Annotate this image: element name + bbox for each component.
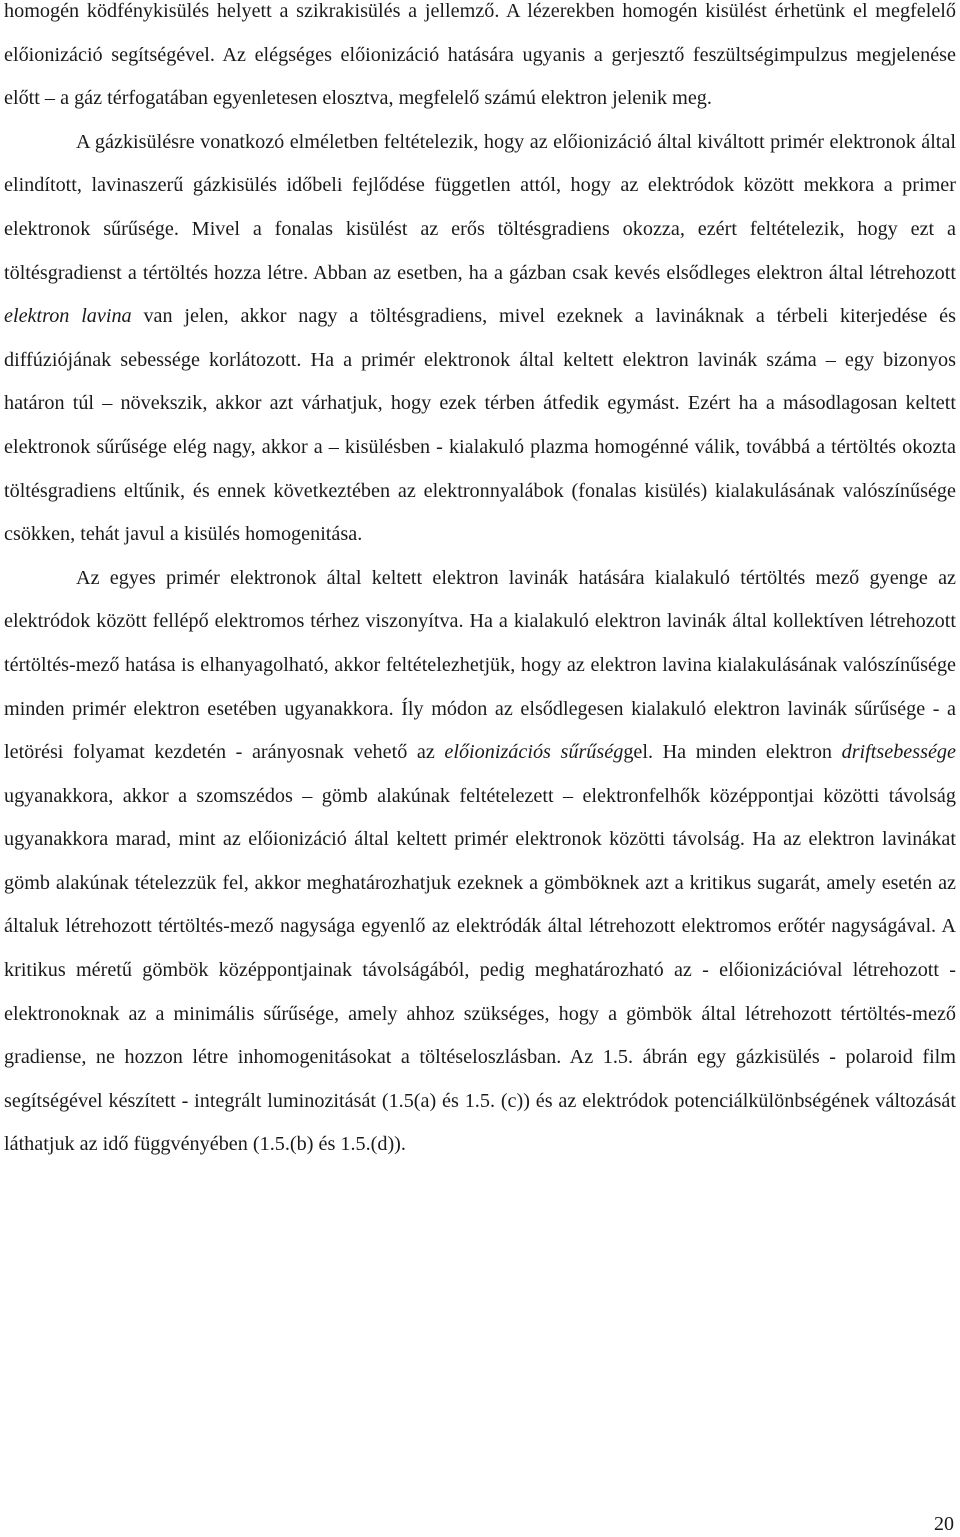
page-number: 20 <box>934 1513 954 1535</box>
paragraph-text: ugyanakkora, akkor a szomszédos – gömb alakúnak feltételezett – elektronfelhők középpontjai közötti távolság ugyanakkora marad, mint az előionizáció által keltett primér elektronok közötti távolság. Ha az elektron lavinákat gömb alakúnak tételezzük fel, akkor meghatározhatjuk ezeknek a gömböknek azt a kritikus sugarát, amely esetén az általuk létrehozott tértöltés-mező nagysága egyenlő az elektródák által létrehozott elektromos erőtér nagyságával. A kritikus méretű gömbök középpontjainak távolságából, pedig meghatározható az - előionizációval létrehozott - elektronoknak az a minimális sűrűsége, amely ahhoz szükséges, hogy a gömbök által létrehozott tértöltés-mező gradiense, ne hozzon létre inhomogenitásokat a töltéseloszlásban. Az 1.5. ábrán egy gázkisülés - polaroid film segítségével készített - integrált luminozitását (1.5(a) és 1.5. (c)) és az elektródok potenciálkülönbségének változását láthatjuk az idő függvényében (1.5.(b) és 1.5.(d)). <box>4 784 956 1156</box>
paragraph-text: Az egyes primér elektronok által keltett elektron lavinák hatására kialakuló tértöltés mező gyenge az elektródok között fellépő elektromos térhez viszonyítva. Ha a kialakuló elektron lavinák által kollektíven létrehozott tértöltés-mező hatása is elhanyagolható, akkor feltételezhetjük, hogy az elektron lavina kialakulásának valószínűsége minden primér elektron esetében ugyanakkora. Íly módon az elsődlegesen kialakuló elektron lavinák sűrűsége - a letörési folyamat kezdetén - arányosnak vehető az <box>4 566 956 764</box>
italic-term: előionizációs sűrűség <box>444 741 624 764</box>
paragraph <box>4 557 956 1167</box>
paragraph-text: gel. Ha minden elektron <box>623 741 842 764</box>
italic-term: driftsebessége <box>841 741 956 764</box>
paragraph-text: A gázkisülésre vonatkozó elméletben feltételezik, hogy az előionizáció által kiváltott primér elektronok által elindított, lavinaszerű gázkisülés időbeli fejlődése független attól, hogy az elektródok között mekkora a primer elektronok sűrűsége. Mivel a fonalas kisülést az erős töltésgradiens okozza, ezért feltételezik, hogy ezt a töltésgradienst a tértöltés hozza létre. Abban az esetben, ha a gázban csak kevés elsődleges elektron által létrehozott <box>4 130 956 284</box>
document-page <box>4 0 956 1167</box>
paragraph <box>4 0 956 121</box>
paragraph-text: van jelen, akkor nagy a töltésgradiens, mivel ezeknek a lavináknak a térbeli kiterjedése és diffúziójának sebessége korlátozott. Ha a primér elektronok által keltett elektron lavinák száma – egy bizonyos határon túl – növekszik, akkor azt várhatjuk, hogy ezek térben átfedik egymást. Ezért ha a másodlagosan keltett elektronok sűrűsége elég nagy, akkor a – kisülésben - kialakuló plazma homogénné válik, továbbá a tértöltés okozta töltésgradiens eltűnik, és ennek következtében az elektronnyalábok (fonalas kisülés) kialakulásának valószínűsége csökken, tehát javul a kisülés homogenitása. <box>4 305 956 546</box>
italic-term: elektron lavina <box>4 305 132 328</box>
paragraph-text: homogén ködfénykisülés helyett a szikrakisülés a jellemző. A lézerekben homogén kisülést érhetünk el megfelelő előionizáció segítségével. Az elégséges előionizáció hatására ugyanis a gerjesztő feszültségimpulzus megjelenése előtt – a gáz térfogatában egyenletesen elosztva, megfelelő számú elektron jelenik meg. <box>4 0 956 110</box>
paragraph <box>4 121 956 557</box>
